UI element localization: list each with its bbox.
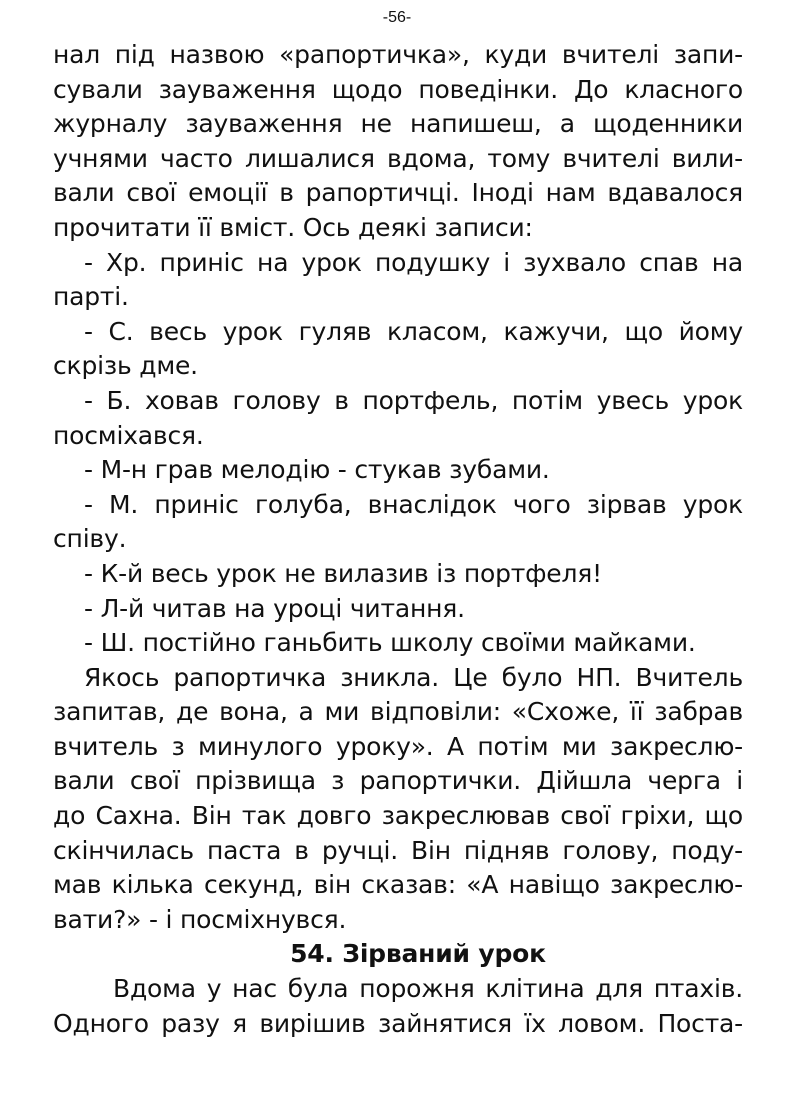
list-item: - С. весь урок гуляв класом, кажучи, що йому: [84, 316, 743, 346]
text-line: вчитель з минулого уроку». А потім ми закреслю-: [53, 731, 743, 761]
text-line: скрізь дме.: [53, 351, 198, 381]
list-item: - К-й весь урок не вилазив із портфеля!: [84, 558, 602, 588]
text-line: учнями часто лишалися вдома, тому вчителі вили-: [53, 143, 743, 173]
list-item: - Б. ховав голову в портфель, потім увесь урок: [84, 385, 743, 415]
text-line: посміхався.: [53, 420, 204, 450]
text-line: запитав, де вона, а ми відповіли: «Схоже, її забрав: [53, 697, 743, 727]
page-text: [53, 38, 743, 1041]
text-line: до Сахна. Він так довго закреслював свої гріхи, що: [53, 801, 743, 831]
text-line: співу.: [53, 524, 127, 554]
list-item: - М-н грав мелодію - стукав зубами.: [84, 455, 550, 485]
text-line: нал під назвою «рапортичка», куди вчителі запи-: [53, 40, 743, 69]
list-item: - Л-й читав на уроці читання.: [84, 593, 465, 623]
text-line: Якось рапортичка зникла. Це було НП. Вчитель: [84, 662, 743, 692]
section-heading: 54. Зірваний урок: [290, 939, 546, 969]
list-item: - М. приніс голуба, внаслідок чого зірвав урок: [84, 489, 743, 519]
list-item: - Хр. приніс на урок подушку і зухвало спав на: [84, 247, 743, 277]
list-item: - Ш. постійно ганьбить школу своїми майками.: [84, 628, 696, 658]
text-line: Вдома у нас була порожня клітина для птахів.: [113, 974, 743, 1004]
text-line: прочитати її вміст. Ось деякі записи:: [53, 212, 533, 242]
text-line: парті.: [53, 282, 129, 312]
text-line: вали свої прізвища з рапортички. Дійшла черга і: [53, 766, 743, 796]
text-line: вали свої емоції в рапортичці. Іноді нам вдавалося: [53, 178, 743, 208]
text-line: сували зауваження щодо поведінки. До класного: [53, 74, 743, 104]
text-line: Одного разу я вирішив зайнятися їх ловом. Поста-: [53, 1008, 743, 1038]
text-line: скінчилась паста в ручці. Він підняв голову, поду-: [53, 835, 743, 865]
text-line: вати?» - і посміхнувся.: [53, 904, 347, 934]
text-line: мав кілька секунд, він сказав: «А навіщо закреслю-: [53, 870, 743, 900]
text-line: журналу зауваження не напишеш, а щоденники: [53, 109, 743, 139]
page-number: -56-: [382, 9, 412, 26]
